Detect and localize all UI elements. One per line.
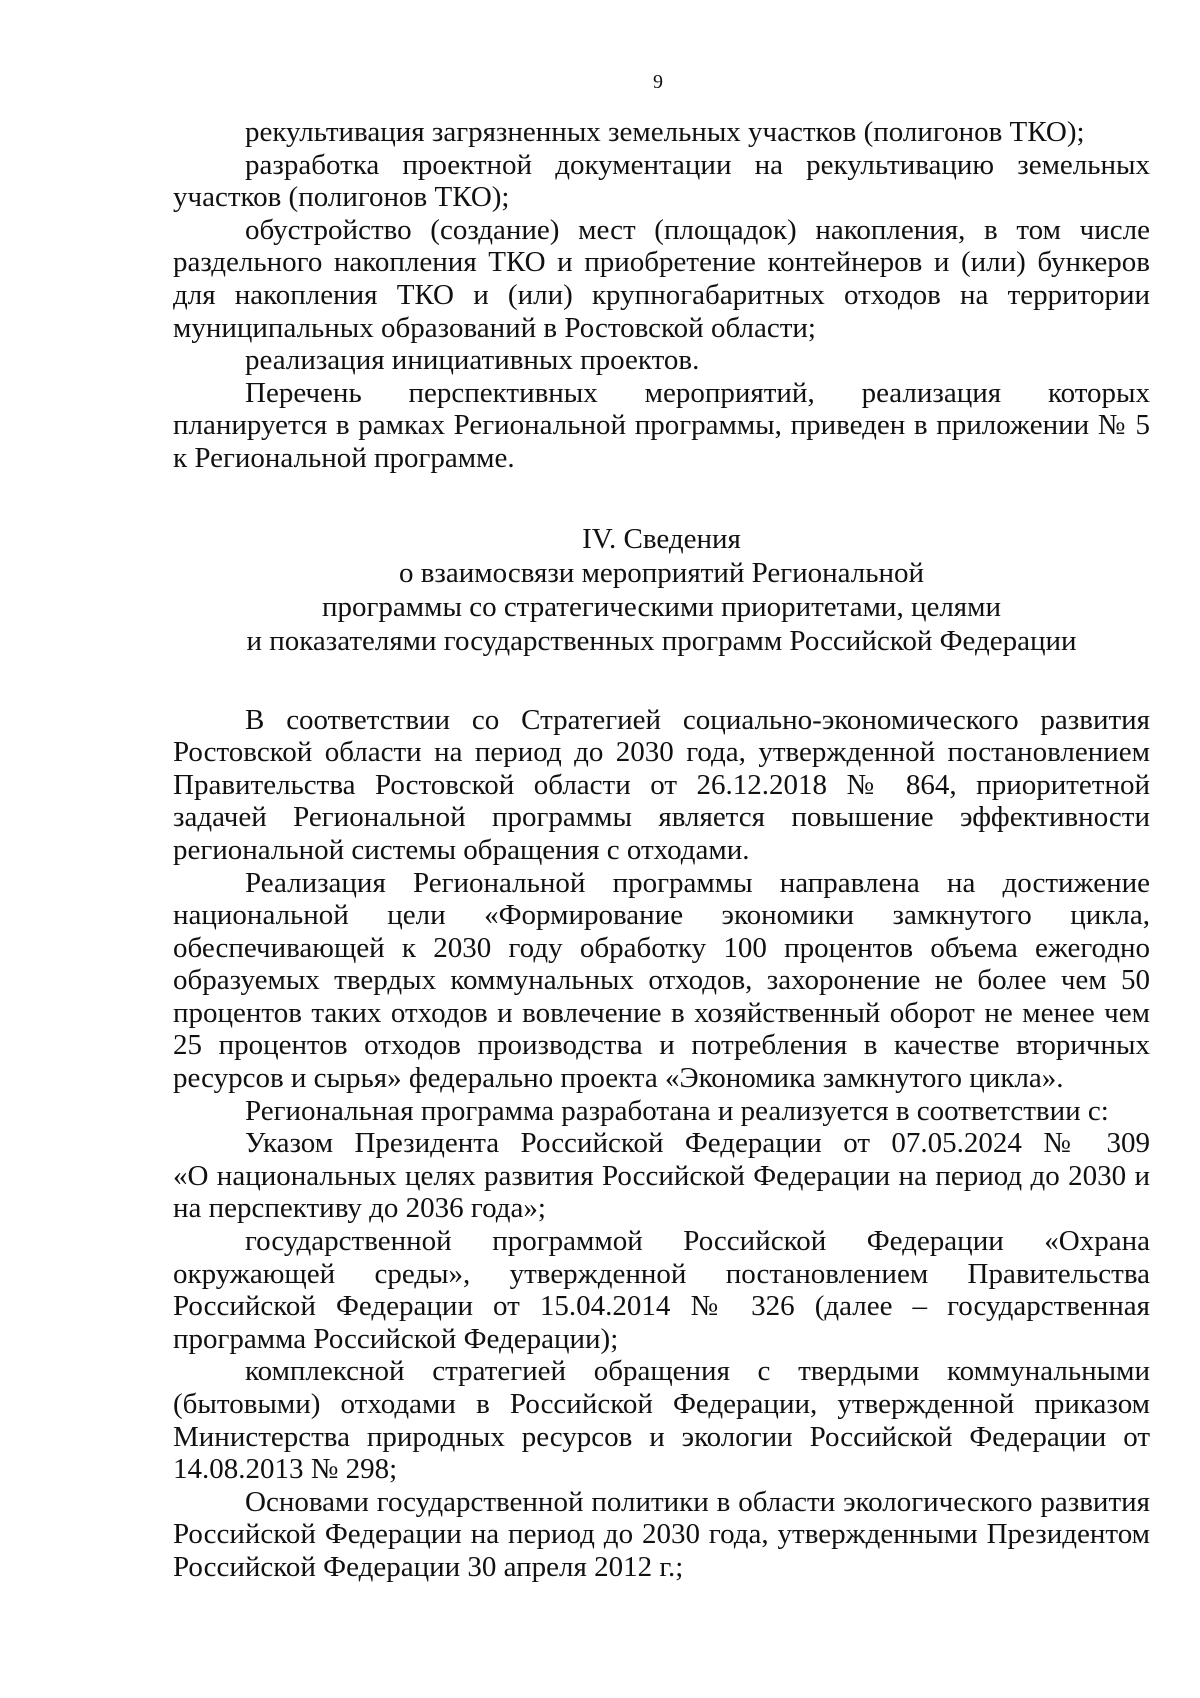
section-heading-line: IV. Сведения [582,522,741,555]
paragraph-state-program: государственной программой Российской Федерации «Охрана окружающей среды», утвержденной постановлением Правительства Российской Федерации от 15.04.2014 № 326 (далее – государственная программа Российской Федерации); [173,1225,1150,1355]
section-heading-line: программы со стратегическими приоритетами, целями [321,590,1002,623]
list-item-design-docs: разработка проектной документации на рекультивацию земельных участков (полигонов ТКО); [173,148,1150,214]
paragraph-perspective-measures: Перечень перспективных мероприятий, реализация которых планируется в рамках Региональной программы, приведен в приложении № 5 к Региональной программе. [173,376,1150,474]
list-item-accumulation-sites: обустройство (создание) мест (площадок) накопления, в том числе раздельного накопления ТКО и приобретение контейнеров и (или) бункеров для накопления ТКО и (или) крупногабаритных отходов на территории муниципальных образований в Ростовской области; [173,213,1150,344]
decree-rest: «О национальных целях развития Российской Федерации на период до 2030 и на перспективу до 2036 года»; [173,1159,1150,1225]
paragraph-ecology-policy: Основами государственной политики в области экологического развития Российской Федерации на период до 2030 года, утвержденными Президентом Российской Федерации 30 апреля 2012 г.; [173,1485,1150,1583]
paragraph-strategy: В соответствии со Стратегией социально-экономического развития Ростовской области на период до 2030 года, утвержденной постановлением Правительства Ростовской области от 26.12.2018 № 864, приоритетной задачей Региональной программы является повышение эффективности региональной системы обращения с отходами. [173,703,1150,866]
section-heading-line: и показателями государственных программ Российской Федерации [246,624,1077,657]
page-number: 9 [653,71,663,93]
paragraph-developed-according: Региональная программа разработана и реализуется в соответствии с: [245,1094,1109,1127]
section-heading-line: о взаимосвязи мероприятий Региональной [398,556,925,589]
paragraph-national-goal: Реализация Региональной программы направлена на достижение национальной цели «Формирование экономики замкнутого цикла, обеспечивающей к 2030 году обработку 100 процентов объема ежегодно образуемых твердых коммунальных отходов, захоронение не более чем 50 процентов таких отходов и вовлечение в хозяйственный оборот не менее чем 25 процентов отходов производства и потребления в качестве вторичных ресурсов и сырья» федерально проекта «Экономика замкнутого цикла». [173,866,1150,1095]
paragraph-waste-strategy: комплексной стратегией обращения с твердыми коммунальными (бытовыми) отходами в Российской Федерации, утвержденной приказом Министерства природных ресурсов и экологии Российской Федерации от 14.08.2013 № 298; [173,1355,1150,1486]
list-item-initiative-projects: реализация инициативных проектов. [245,344,700,377]
list-item-reclamation: рекультивация загрязненных земельных участков (полигонов ТКО); [245,116,1085,148]
document-body [173,116,1150,1584]
decree-first-line: Указом Президента Российской Федерации от 07.05.2024 № 309 [245,1127,1150,1160]
section-heading [173,522,1150,658]
paragraph-presidential-decree [173,1127,1150,1225]
